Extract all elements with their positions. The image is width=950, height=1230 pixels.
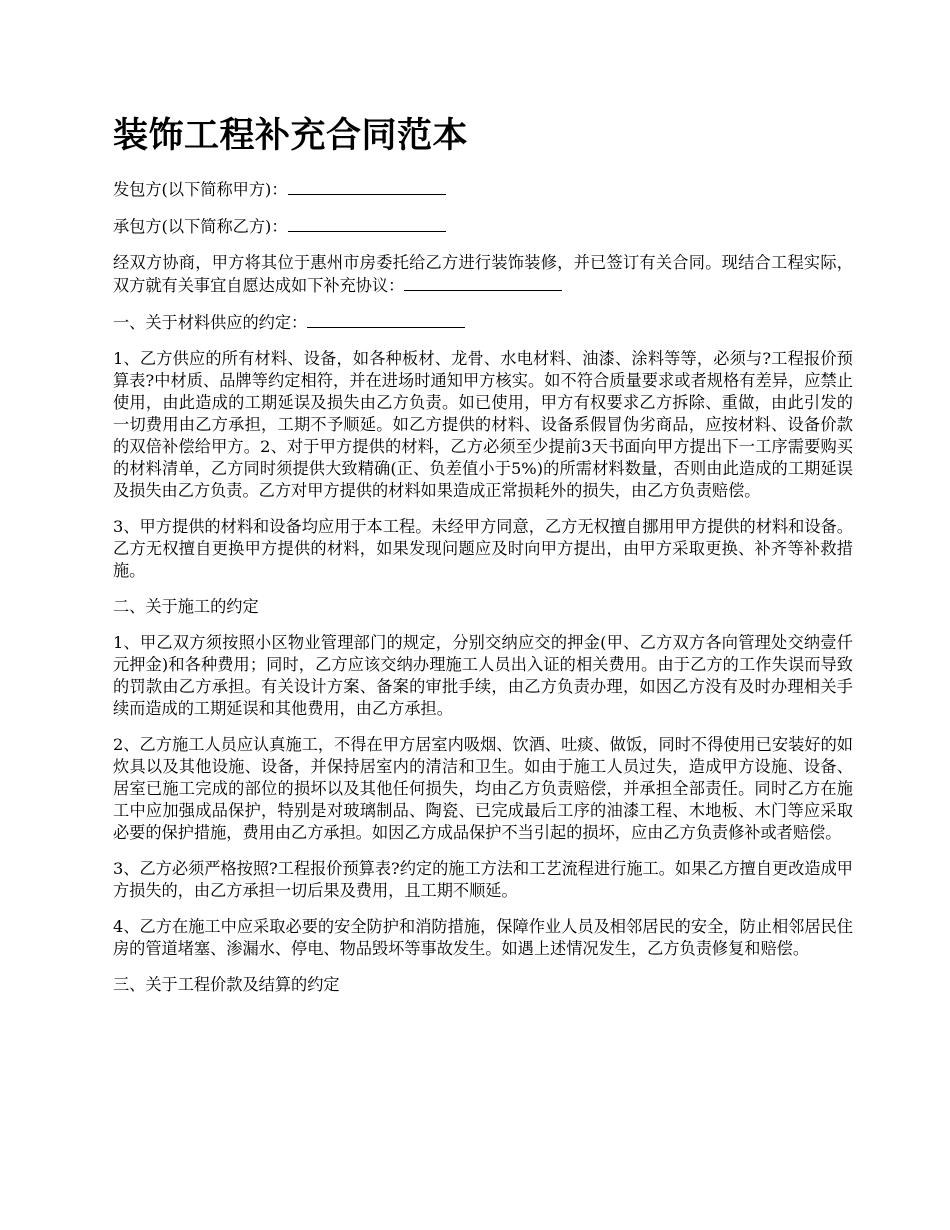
section-3-heading: 三、关于工程价款及结算的约定 xyxy=(113,975,340,994)
section-2-clause-1: 1、甲乙双方须按照小区物业管理部门的规定，分别交纳应交的押金(甲、乙方双方各向管理处交纳壹仟元押金)和各种费用；同时，乙方应该交纳办理施工人员出入证的相关费用。由于乙方的工作失误而导致的罚款由乙方承担。有关设计方案、备案的审批手续，由乙方负责办理，如因乙方没有及时办理相关手续而造成的工期延误和其他费用，由乙方承担。 xyxy=(113,633,853,718)
section-2-clause-4: 4、乙方在施工中应采取必要的安全防护和消防措施，保障作业人员及相邻居民的安全，防止相邻居民住房的管道堵塞、渗漏水、停电、物品毁坏等事故发生。如遇上述情况发生，乙方负责修复和赔偿。 xyxy=(113,917,853,958)
section-2-clause-3: 3、乙方必须严格按照?工程报价预算表?约定的施工方法和工艺流程进行施工。如果乙方擅自更改造成甲方损失的，由乙方承担一切后果及费用，且工期不顺延。 xyxy=(113,859,853,900)
section-2-clause-2: 2、乙方施工人员应认真施工，不得在甲方居室内吸烟、饮酒、吐痰、做饭，同时不得使用已安装好的如炊具以及其他设施、设备，并保持居室内的清洁和卫生。如由于施工人员过失，造成甲方设施、设备、居室已施工完成的部位的损坏以及其他任何损失，均由乙方负责赔偿，并承担全部责任。同时乙方在施工中应加强成品保护，特别是对玻璃制品、陶瓷、已完成最后工序的油漆工程、木地板、木门等应采取必要的保护措施，费用由乙方承担。如因乙方成品保护不当引起的损坏，应由乙方负责修补或者赔偿。 xyxy=(113,735,853,842)
party-a-blank xyxy=(288,178,446,195)
section-1-heading-text: 一、关于材料供应的约定： xyxy=(113,313,308,332)
intro-paragraph xyxy=(113,252,853,297)
party-b-label: 承包方(以下简称乙方)： xyxy=(113,217,288,236)
document-title: 装饰工程补充合同范本 xyxy=(113,116,469,156)
party-a-line xyxy=(113,178,853,201)
document-page xyxy=(113,112,853,1010)
intro-text: 经双方协商，甲方将其位于惠州市房委托给乙方进行装饰装修，并已签订有关合同。现结合工程实际，双方就有关事宜自愿达成如下补充协议： xyxy=(113,253,853,295)
section-1-blank xyxy=(307,311,465,328)
section-1-clause-3: 3、甲方提供的材料和设备均应用于本工程。未经甲方同意，乙方无权擅自挪用甲方提供的材料和设备。乙方无权擅自更换甲方提供的材料，如果发现问题应及时向甲方提出，由甲方采取更换、补齐等补救措施。 xyxy=(113,517,853,580)
party-b-blank xyxy=(288,215,446,232)
section-2-heading: 二、关于施工的约定 xyxy=(113,597,259,616)
party-a-label: 发包方(以下简称甲方)： xyxy=(113,180,288,199)
party-b-line xyxy=(113,215,853,238)
section-1-clause-1-2: 1、乙方供应的所有材料、设备，如各种板材、龙骨、水电材料、油漆、涂料等等，必须与?工程报价预算表?中材质、品牌等约定相符，并在进场时通知甲方核实。如不符合质量要求或者规格有差异，应禁止使用，由此造成的工期延误及损失由乙方负责。如已使用，甲方有权要求乙方拆除、重做，由此引发的一切费用由乙方承担，工期不予顺延。如乙方提供的材料、设备系假冒伪劣商品，应按材料、设备价款的双倍补偿给甲方。2、对于甲方提供的材料，乙方必须至少提前3天书面向甲方提出下一工序需要购买的材料清单，乙方同时须提供大致精确(正、负差值小于5%)的所需材料数量，否则由此造成的工期延误及损失由乙方负责。乙方对甲方提供的材料如果造成正常损耗外的损失，由乙方负责赔偿。 xyxy=(113,349,853,500)
section-1-heading xyxy=(113,311,853,334)
intro-blank xyxy=(404,274,562,291)
